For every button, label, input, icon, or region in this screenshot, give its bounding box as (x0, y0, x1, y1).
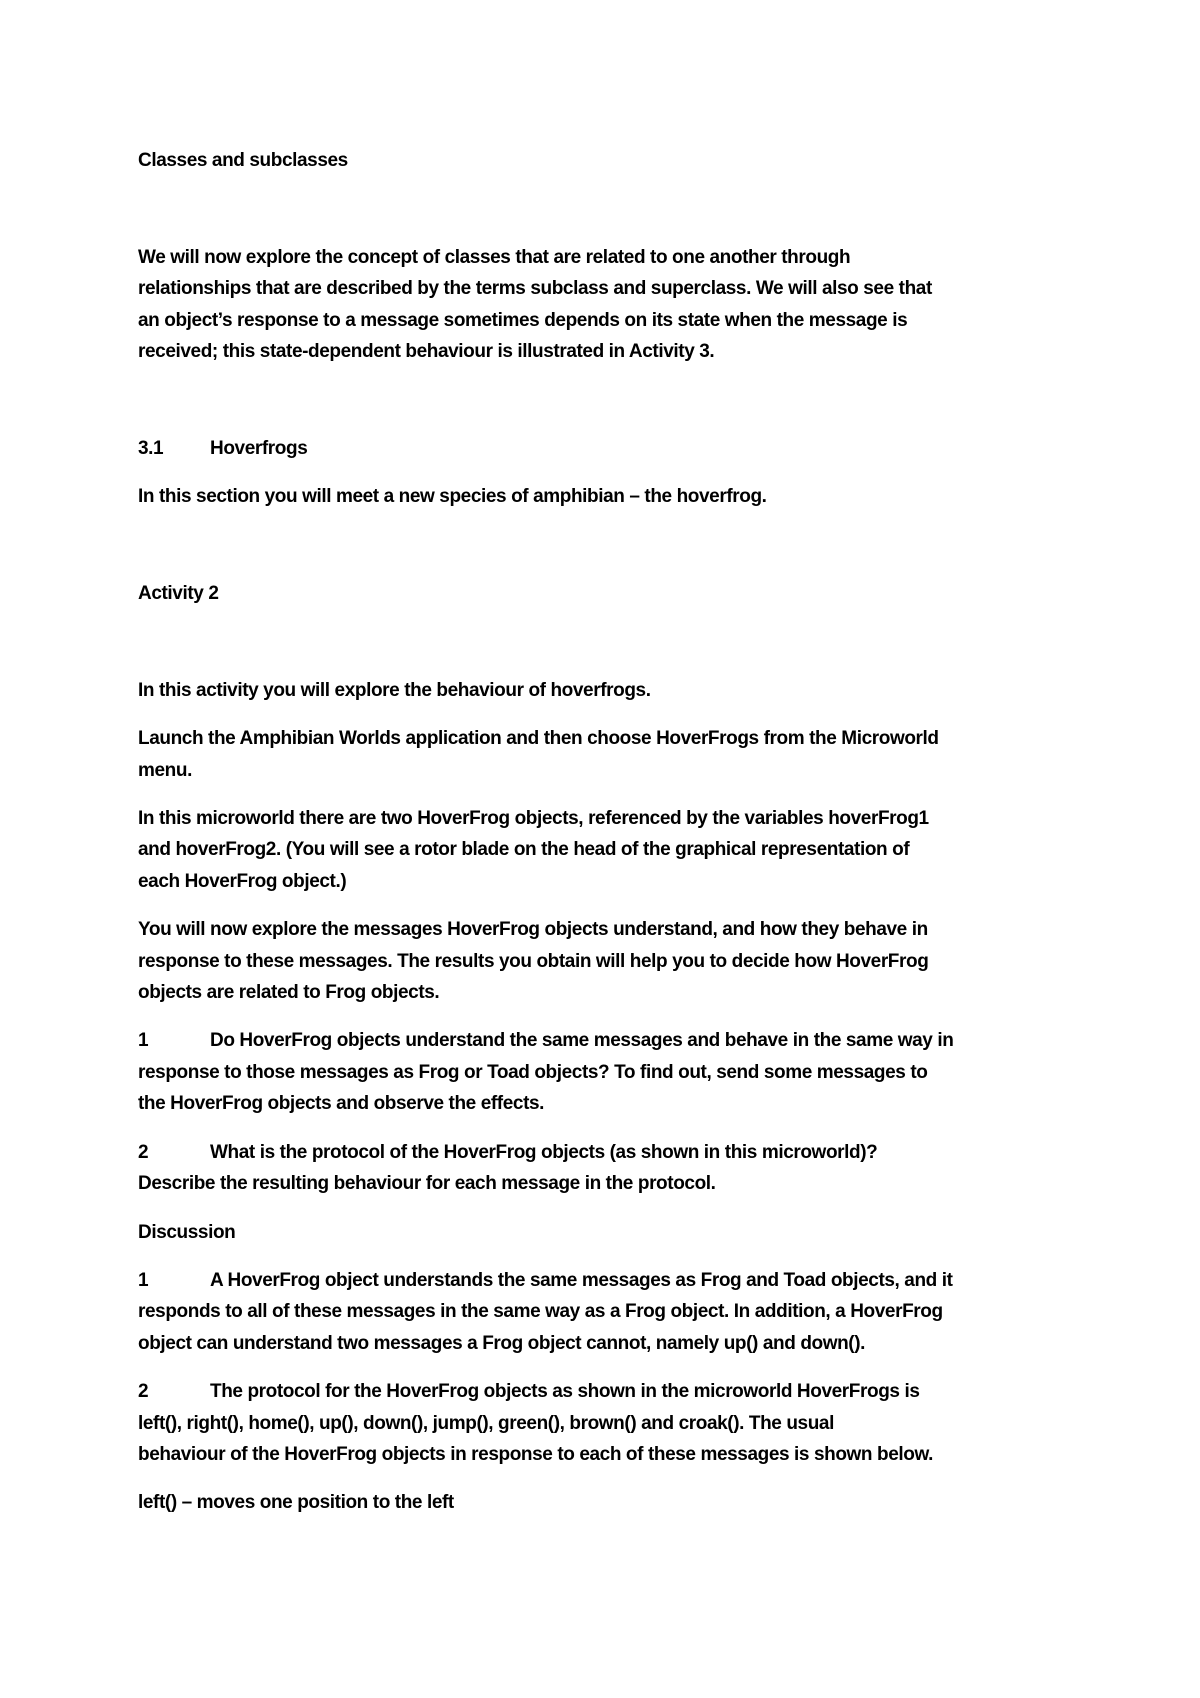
text-line: left() – moves one position to the left (138, 1492, 454, 1514)
item-number: 1 (138, 1030, 149, 1052)
text-line: each HoverFrog object.) (138, 870, 347, 892)
text-line: We will now explore the concept of classes that are related to one another through (138, 246, 851, 268)
text-line: Launch the Amphibian Worlds application and then choose HoverFrogs from the Microworld (138, 728, 939, 750)
text-line: Describe the resulting behaviour for each message in the protocol. (138, 1173, 716, 1195)
text-line: the HoverFrog objects and observe the effects. (138, 1093, 545, 1115)
document-content (138, 145, 1138, 1536)
item-text: The protocol for the HoverFrog objects as shown in the microworld HoverFrogs is (210, 1381, 920, 1403)
text-line (138, 1025, 1138, 1056)
item-number: 2 (138, 1381, 149, 1403)
text-line: object can understand two messages a Frog object cannot, namely up() and down(). (138, 1332, 866, 1354)
text-line: responds to all of these messages in the same way as a Frog object. In addition, a HoverFrog (138, 1301, 943, 1323)
text-line: left(), right(), home(), up(), down(), jump(), green(), brown() and croak(). The usual (138, 1412, 834, 1434)
item-number: 3.1 (138, 437, 164, 459)
text-line: received; this state-dependent behaviour is illustrated in Activity 3. (138, 341, 715, 363)
text-line: an object’s response to a message sometimes depends on its state when the message is (138, 309, 908, 331)
item-text: Hoverfrogs (210, 437, 308, 459)
document-title (138, 145, 1138, 176)
section-heading (138, 433, 1138, 464)
numbered-item (138, 1376, 1138, 1470)
blank-line (138, 626, 1138, 657)
paragraph (138, 675, 1138, 706)
text-line (138, 1376, 1138, 1407)
text-line: menu. (138, 759, 192, 781)
paragraph (138, 723, 1138, 786)
text-line: relationships that are described by the terms subclass and superclass. We will also see that (138, 278, 932, 300)
text-line: Discussion (138, 1221, 236, 1243)
item-text: What is the protocol of the HoverFrog objects (as shown in this microworld)? (210, 1141, 878, 1163)
text-line: Classes and subclasses (138, 150, 348, 171)
paragraph (138, 1487, 1138, 1518)
item-number: 2 (138, 1141, 149, 1163)
text-line: Activity 2 (138, 583, 219, 605)
paragraph (138, 1217, 1138, 1248)
text-line: response to these messages. The results you obtain will help you to decide how HoverFrog (138, 950, 929, 972)
text-line: In this section you will meet a new species of amphibian – the hoverfrog. (138, 486, 767, 508)
text-line: You will now explore the messages HoverFrog objects understand, and how they behave in (138, 919, 928, 941)
paragraph (138, 242, 1138, 368)
numbered-item (138, 1025, 1138, 1119)
text-line: and hoverFrog2. (You will see a rotor blade on the head of the graphical representation of (138, 839, 910, 861)
text-line (138, 1265, 1138, 1296)
blank-line (138, 193, 1138, 224)
item-text: Do HoverFrog objects understand the same messages and behave in the same way in (210, 1030, 954, 1052)
blank-line (138, 384, 1138, 415)
item-number: 1 (138, 1269, 149, 1291)
paragraph (138, 481, 1138, 512)
paragraph (138, 578, 1138, 609)
blank-line (138, 530, 1138, 561)
text-line (138, 1137, 1138, 1168)
text-line: In this activity you will explore the behaviour of hoverfrogs. (138, 679, 651, 701)
paragraph (138, 803, 1138, 897)
paragraph (138, 914, 1138, 1008)
text-line (138, 433, 1138, 464)
item-text: A HoverFrog object understands the same messages as Frog and Toad objects, and it (210, 1269, 953, 1291)
text-line: behaviour of the HoverFrog objects in response to each of these messages is shown below. (138, 1443, 934, 1465)
text-line: objects are related to Frog objects. (138, 982, 440, 1004)
numbered-item (138, 1137, 1138, 1200)
text-line: response to those messages as Frog or Toad objects? To find out, send some messages to (138, 1061, 928, 1083)
text-line: In this microworld there are two HoverFrog objects, referenced by the variables hoverFrog1 (138, 808, 929, 830)
numbered-item (138, 1265, 1138, 1359)
